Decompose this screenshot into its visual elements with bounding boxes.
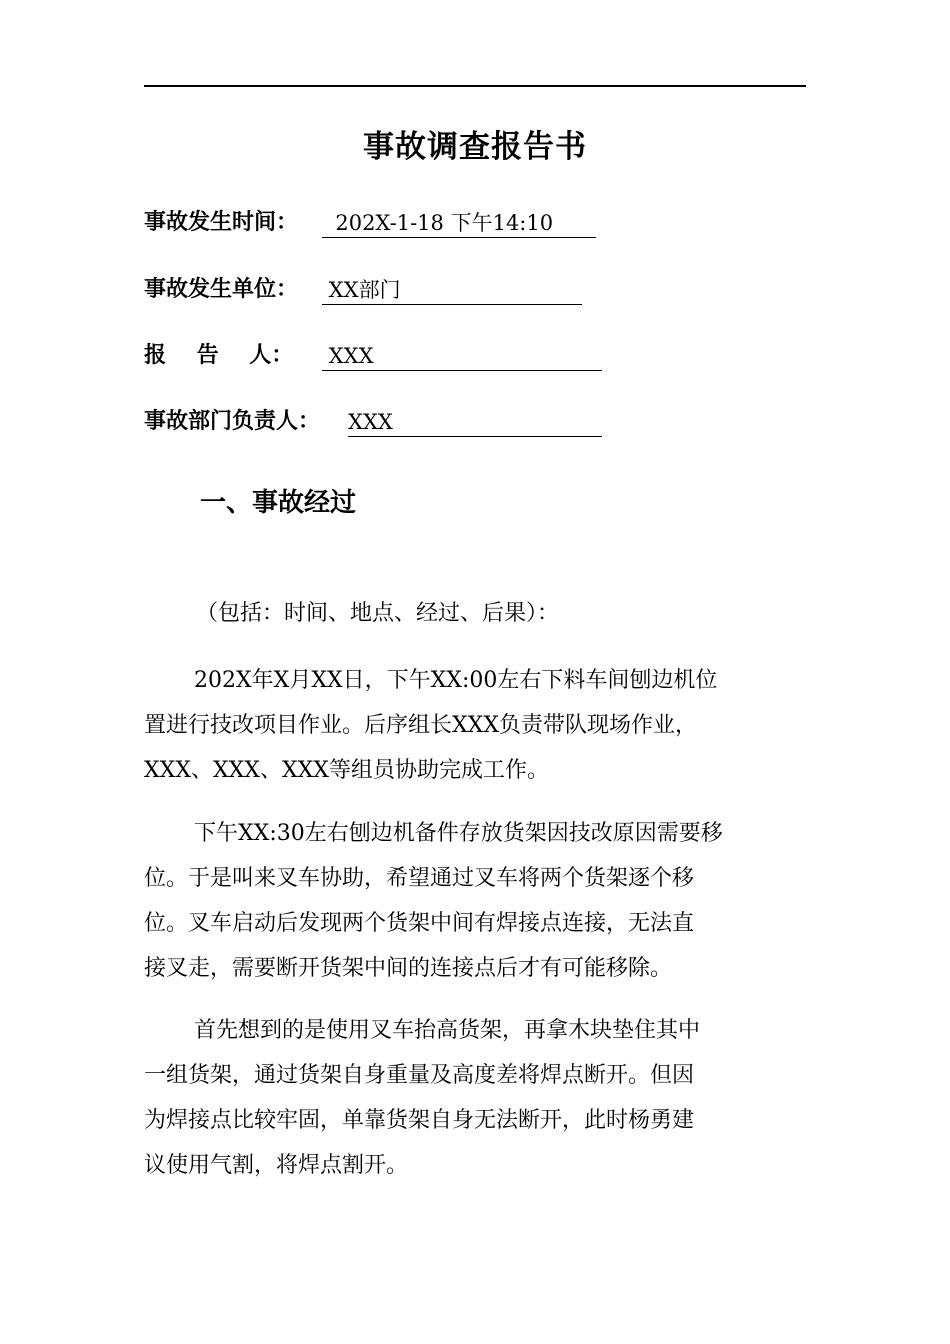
header-rule <box>144 85 806 87</box>
field-label-occurrence-time: 事故发生时间： <box>144 210 299 235</box>
paragraph-line: 位。于是叫来叉车协助，希望通过叉车将两个货架逐个移 <box>144 866 695 891</box>
paragraph-line: 议使用气割，将焊点割开。 <box>144 1153 409 1178</box>
field-label-unit: 事故发生单位： <box>144 277 299 302</box>
field-value-occurrence-time: 202X-1-18 下午14:10 <box>322 203 596 238</box>
paragraph-line: 位。叉车启动后发现两个货架中间有焊接点连接，无法直 <box>144 911 695 936</box>
paragraph <box>144 1008 808 1188</box>
paragraph-line: 一组货架，通过货架自身重量及高度差将焊点断开。但因 <box>144 1063 695 1088</box>
field-reporter <box>144 336 374 376</box>
field-value-reporter: XXX <box>322 336 602 371</box>
paragraph-line: 下午XX:30左右刨边机备件存放货架因技改原因需要移 <box>194 821 723 846</box>
field-dept-head <box>144 402 393 442</box>
section-note: （包括：时间、地点、经过、后果）： <box>196 601 560 626</box>
paragraph-line: 接叉走，需要断开货架中间的连接点后才有可能移除。 <box>144 956 673 981</box>
field-label-reporter: 报 告 人： <box>144 343 294 368</box>
field-value-dept-head: XXX <box>348 402 602 437</box>
section-heading: 一、事故经过 <box>200 488 357 518</box>
paragraph-line: 首先想到的是使用叉车抬高货架，再拿木块垫住其中 <box>194 1018 701 1043</box>
field-value-unit: XX部门 <box>322 270 582 305</box>
document-title: 事故调查报告书 <box>363 129 587 165</box>
paragraph <box>144 811 808 991</box>
paragraph-line: 为焊接点比较牢固，单靠货架自身无法断开，此时杨勇建 <box>144 1108 695 1133</box>
paragraph-line: 202X年X月XX日，下午XX:00左右下料车间刨边机位 <box>194 668 718 693</box>
paragraph-line: 置进行技改项目作业。后序组长XXX负责带队现场作业， <box>144 713 697 738</box>
field-unit <box>144 270 401 310</box>
paragraph-line: XXX、XXX、XXX等组员协助完成工作。 <box>144 758 549 783</box>
field-label-dept-head: 事故部门负责人： <box>144 409 321 434</box>
field-occurrence-time <box>144 203 560 243</box>
paragraph <box>144 658 808 793</box>
